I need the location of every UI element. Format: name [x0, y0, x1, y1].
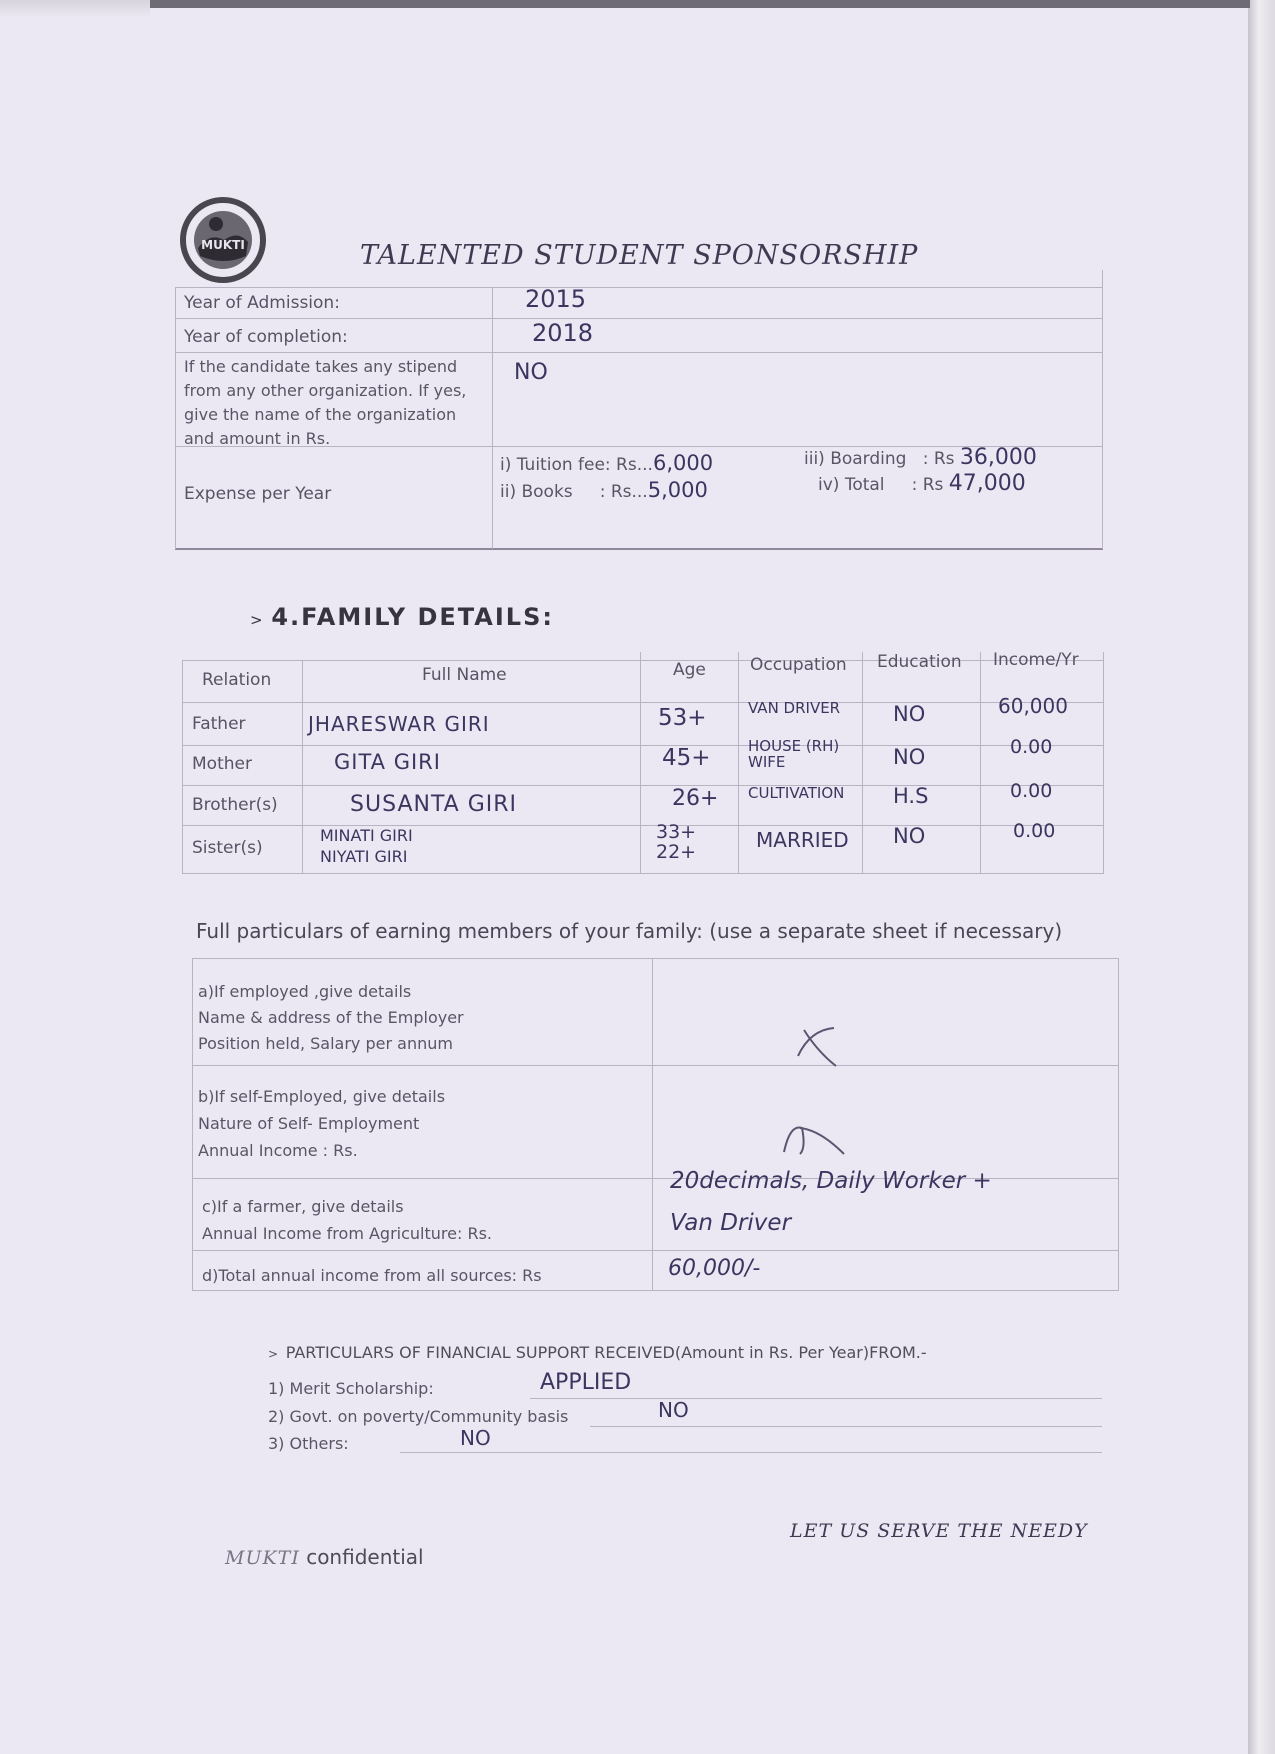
employed-label-3: Position held, Salary per annum: [198, 1034, 453, 1053]
name-sister-2: NIYATI GIRI: [320, 847, 408, 866]
cross-out-mark-2: [780, 1118, 850, 1158]
support-govt-value: NO: [658, 1398, 689, 1422]
page-title: TALENTED STUDENT SPONSORSHIP: [360, 240, 919, 271]
footer-confidential: MUKTI confidential: [225, 1545, 424, 1569]
education-sister: NO: [893, 824, 926, 848]
income-mother: 0.00: [1010, 736, 1053, 758]
education-mother: NO: [893, 745, 926, 769]
family-heading: > 4.FAMILY DETAILS:: [250, 603, 554, 631]
year-completion-label: Year of completion:: [184, 327, 348, 347]
col-occupation: Occupation: [750, 655, 847, 675]
farmer-label-1: c)If a farmer, give details: [202, 1197, 404, 1216]
tuition-fee: i) Tuition fee: Rs...6,000: [500, 451, 714, 475]
support-merit-label: 1) Merit Scholarship:: [268, 1379, 434, 1398]
year-admission-label: Year of Admission:: [184, 293, 340, 313]
footer-motto: LET US SERVE THE NEEDY: [790, 1520, 1088, 1542]
support-merit-value: APPLIED: [540, 1370, 632, 1395]
self-label-1: b)If self-Employed, give details: [198, 1087, 446, 1106]
self-label-2: Nature of Self- Employment: [198, 1114, 420, 1133]
education-brother: H.S: [893, 784, 929, 808]
age-father: 53+: [658, 705, 707, 731]
occupation-father: VAN DRIVER: [748, 699, 841, 717]
mukti-logo: [180, 196, 266, 284]
age-mother: 45+: [662, 745, 711, 771]
corner-shadow: [0, 0, 150, 18]
name-brother: SUSANTA GIRI: [350, 792, 518, 817]
support-govt-label: 2) Govt. on poverty/Community basis: [268, 1407, 569, 1426]
income-father: 60,000: [998, 694, 1068, 718]
education-father: NO: [893, 702, 926, 726]
name-mother: GITA GIRI: [334, 750, 441, 774]
col-education: Education: [877, 652, 962, 672]
cross-out-mark-1: [790, 1022, 840, 1072]
col-relation: Relation: [202, 670, 272, 690]
stipend-label: If the candidate takes any stipend from any other organization. If yes, give the name of the organization and amount in Rs.: [184, 357, 467, 448]
total-income-label: d)Total annual income from all sources: Rs: [202, 1266, 542, 1285]
farmer-value-2: Van Driver: [670, 1210, 792, 1236]
year-admission-value: 2015: [525, 285, 587, 313]
col-income: Income/Yr: [993, 650, 1079, 670]
boarding-fee: iii) Boarding : Rs 36,000: [804, 445, 1037, 470]
employed-label-2: Name & address of the Employer: [198, 1008, 464, 1027]
occupation-mother: HOUSE (RH) WIFE: [748, 737, 840, 771]
year-completion-value: 2018: [532, 319, 594, 347]
age-sister-1: 33+: [656, 821, 697, 843]
income-sister: 0.00: [1013, 820, 1056, 842]
occupation-sister: MARRIED: [756, 828, 849, 852]
logo-text: MUKTI: [201, 238, 245, 252]
farmer-value-1: 20decimals, Daily Worker +: [670, 1168, 992, 1194]
name-father: JHARESWAR GIRI: [308, 712, 490, 736]
income-brother: 0.00: [1010, 780, 1053, 802]
relation-mother: Mother: [192, 754, 252, 774]
earning-heading: Full particulars of earning members of your family: (use a separate sheet if necessary): [196, 919, 1063, 943]
col-age: Age: [673, 660, 706, 680]
relation-brother: Brother(s): [192, 795, 278, 815]
support-heading: > PARTICULARS OF FINANCIAL SUPPORT RECEIVED(Amount in Rs. Per Year)FROM.-: [268, 1343, 927, 1362]
name-sister-1: MINATI GIRI: [320, 826, 413, 845]
farmer-label-2: Annual Income from Agriculture: Rs.: [202, 1224, 492, 1243]
age-brother: 26+: [672, 786, 719, 811]
expense-label: Expense per Year: [184, 484, 332, 504]
self-label-3: Annual Income : Rs.: [198, 1141, 358, 1160]
support-others-label: 3) Others:: [268, 1434, 349, 1453]
stipend-value: NO: [514, 360, 548, 385]
paper-edge: [1248, 0, 1275, 1754]
total-income-value: 60,000/-: [668, 1256, 761, 1281]
total-fee: iv) Total : Rs 47,000: [818, 471, 1026, 496]
support-others-value: NO: [460, 1426, 491, 1450]
col-full-name: Full Name: [422, 665, 507, 685]
relation-father: Father: [192, 714, 246, 734]
books-fee: ii) Books : Rs...5,000: [500, 478, 708, 502]
occupation-brother: CULTIVATION: [748, 784, 845, 802]
relation-sister: Sister(s): [192, 838, 263, 858]
employed-label-1: a)If employed ,give details: [198, 982, 412, 1001]
top-shadow: [150, 0, 1250, 8]
age-sister-2: 22+: [656, 841, 697, 863]
